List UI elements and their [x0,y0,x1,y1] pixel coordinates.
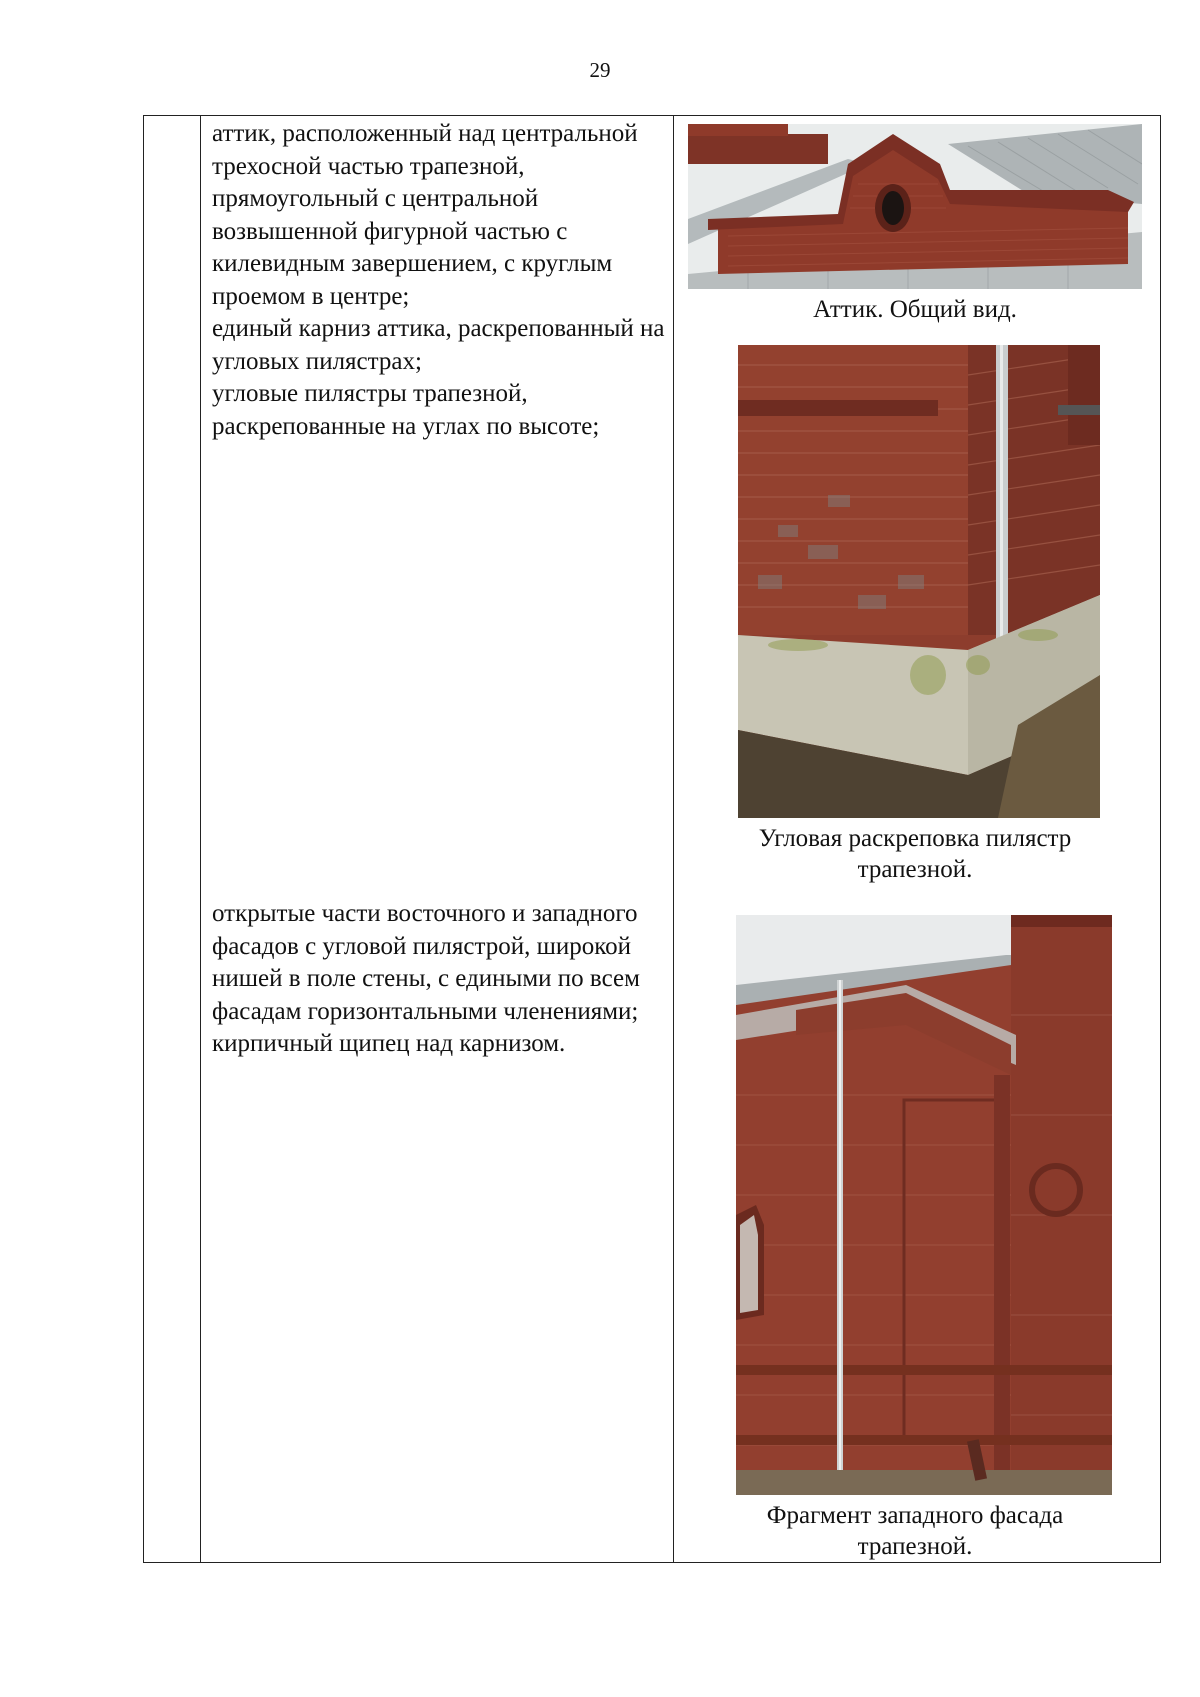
paragraph-cornice: единый карниз аттика, раскрепованный на угловых пилястрах; [212,315,665,375]
caption-corner-pilaster-line-1: Угловая раскреповка пилястр [758,825,1072,852]
table-column-divider-1 [200,115,201,1563]
photo-corner-pilaster [738,345,1100,818]
caption-west-facade-line-1: Фрагмент западного фасада [766,1502,1064,1529]
paragraph-facades: открытые части восточного и западного фасадов с угловой пилястрой, широкой нишей в поле стены, с едиными по всем фасадам горизонтальными членениями; [212,900,640,1025]
caption-corner-pilaster [688,823,1142,885]
photo-west-facade [736,915,1112,1495]
caption-corner-pilaster-line-2: трапезной. [857,856,973,883]
photo-attic [688,124,1142,289]
caption-west-facade [688,1500,1142,1562]
paragraph-attic: аттик, расположенный над центральной трехосной частью трапезной, прямоугольный с центральной возвышенной фигурной частью с килевидным завершением, с круглым проемом в центре; [212,120,638,310]
table-column-divider-2 [673,115,674,1563]
caption-attic: Аттик. Общий вид. [813,296,1017,323]
text-block-facades [212,898,672,1061]
page-number: 29 [589,58,611,82]
paragraph-gable: кирпичный щипец над карнизом. [212,1030,566,1057]
text-block-attic [212,118,672,443]
paragraph-pilasters: угловые пилястры трапезной, раскрепованные на углах по высоте; [212,380,600,440]
caption-west-facade-line-2: трапезной. [857,1533,973,1560]
